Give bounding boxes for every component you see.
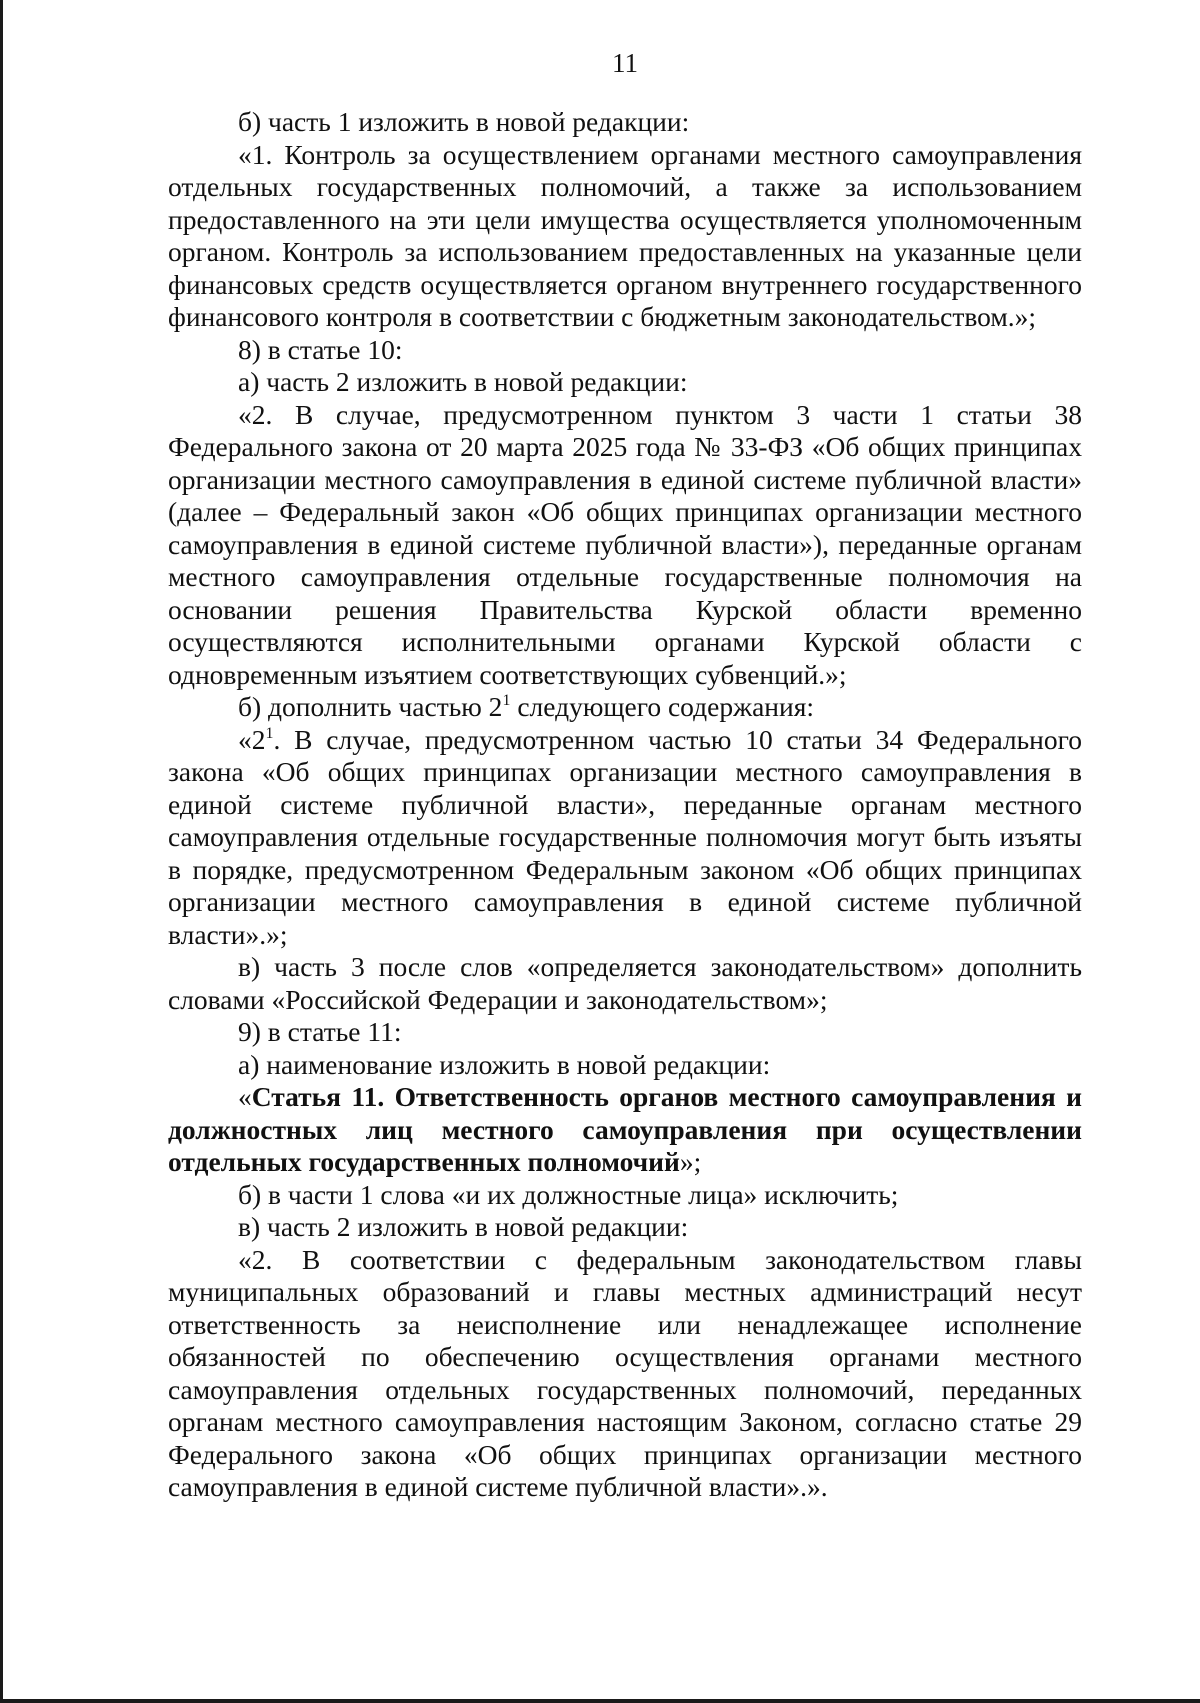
paragraph-a-name-heading: а) наименование изложить в новой редакции: <box>238 1048 771 1080</box>
paragraph-text-before: б) дополнить частью 2 <box>238 691 503 722</box>
scan-bottom-edge <box>0 1699 1200 1703</box>
page-number: 11 <box>612 48 638 78</box>
paragraph-part2-responsibility-quote: «2. В соответствии с федеральным законодательством главы муниципальных образований и главы местных администраций несут ответственность за неисполнение или ненадлежащее исполнение обязанностей по обеспечению осуществления органами местного самоуправления отдельных государственных полномочий, переданных органам местного самоуправления настоящим Законом, согласно статье 29 Федерального закона «Об общих принципах организации местного самоуправления в единой системе публичной власти».». <box>168 1243 1082 1502</box>
document-body <box>168 106 1082 1504</box>
article-title-bold: Статья 11. Ответственность органов местного самоуправления и должностных лиц местного самоуправления при осуществлении отдельных государственных полномочий <box>168 1081 1082 1177</box>
quote-open: « <box>238 1081 252 1112</box>
paragraph-v-part3: в) часть 3 после слов «определяется законодательством» дополнить словами «Российской Федерации и законодательством»; <box>168 951 1082 1015</box>
superscript: 1 <box>502 692 511 709</box>
superscript: 1 <box>265 724 274 742</box>
paragraph-part21-quote <box>168 724 1082 952</box>
paragraph-text-before: «2 <box>238 723 266 755</box>
paragraph-part2-quote: «2. В случае, предусмотренном пунктом 3 части 1 статьи 38 Федерального закона от 20 марта 2025 года № 33-ФЗ «Об общих принципах организации местного самоуправления в единой системе публичной власти» (далее – Федеральный закон «Об общих принципах организации местного самоуправления в единой системе публичной власти»), переданные органам местного самоуправления отдельные государственные полномочия на основании решения Правительства Курской области временно осуществляются исполнительными органами Курской области с одновременным изъятием соответствующих субвенций.»; <box>168 398 1082 690</box>
paragraph-b-part1-heading: б) часть 1 изложить в новой редакции: <box>238 106 690 137</box>
paragraph-v-part2-heading: в) часть 2 изложить в новой редакции: <box>238 1211 689 1242</box>
scan-left-edge <box>0 0 3 1703</box>
quote-close: »; <box>679 1146 702 1177</box>
paragraph-article11-heading: 9) в статье 11: <box>238 1016 402 1047</box>
paragraph-article11-title <box>168 1081 1082 1179</box>
paragraph-text-after: . В случае, предусмотренном частью 10 статьи 34 Федерального закона «Об общих принципах организации местного самоуправления в единой системе публичной власти», переданные органам местного самоуправления отдельные государственные полномочия могут быть изъяты в порядке, предусмотренном Федеральным законом «Об общих принципах организации местного самоуправления в единой системе публичной власти».»; <box>168 723 1082 950</box>
paragraph-text-after: следующего содержания: <box>510 691 815 722</box>
paragraph-a-part2-heading: а) часть 2 изложить в новой редакции: <box>238 366 688 397</box>
paragraph-part1-quote: «1. Контроль за осуществлением органами местного самоуправления отдельных государственных полномочий, а также за использованием предоставленного на эти цели имущества осуществляется уполномоченным органом. Контроль за использованием предоставленных на указанные цели финансовых средств осуществляется органом внутреннего государственного финансового контроля в соответствии с бюджетным законодательством.»; <box>168 138 1082 332</box>
paragraph-b-add-part21-heading <box>168 691 1082 724</box>
paragraph-article10-heading: 8) в статье 10: <box>238 333 403 365</box>
paragraph-b-part1-exclude: б) в части 1 слова «и их должностные лица» исключить; <box>238 1178 899 1210</box>
